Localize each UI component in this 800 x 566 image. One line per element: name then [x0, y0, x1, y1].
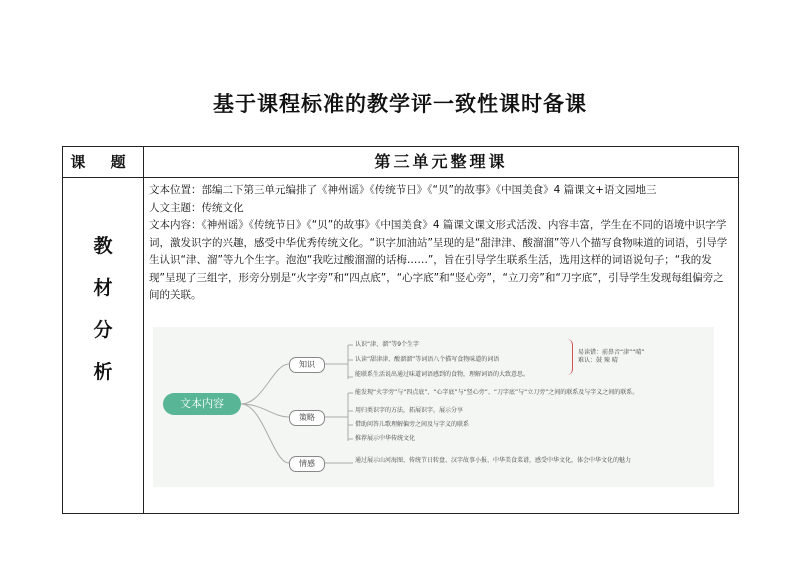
analysis-label-char: 材 — [93, 277, 113, 299]
course-value: 第三单元整理课 — [374, 152, 508, 171]
analysis-label — [63, 225, 143, 393]
mindmap-leaf: 认识“津、溜”等9个生字 — [355, 341, 420, 348]
text-position: 文本位置：部编二下第三单元编排了《神州谣》《传统节日》《“贝”的故事》《中国美食》4 篇课文+语文园地三 — [149, 184, 657, 196]
lesson-plan-table — [62, 146, 739, 514]
mindmap-branch-emotion: 情感 — [289, 456, 325, 472]
row-divider — [63, 177, 738, 178]
page-title: 基于课程标准的教学评一致性课时备课 — [213, 92, 587, 116]
analysis-label-char: 分 — [93, 319, 113, 341]
mindmap-leaf: 借助问答儿歌理解偏旁之间及与字义的联系 — [355, 421, 470, 428]
mindmap-image — [153, 327, 714, 487]
mindmap-leaf: 推荐展示中华传统文化 — [355, 435, 416, 442]
text-content: 文本内容：《神州谣》《传统节日》《“贝”的故事》《中国美食》4 篇课文课文形式活泼、内容丰富，学生在不同的语境中识字学词，激发识字的兴趣，感受中华优秀传统文化。“识字加油站”呈现的是“甜津津、酸溜溜”等八个描写食物味道的词语，引导学生认识“津、溜”等九个生字。泡泡“我吃过酸溜溜的话梅……”，旨在引导学生联系生活，选用这样的词语说句子；“我的发现”呈现了三组字，形旁分别是“火字旁”和“四点底”，“心字底”和“竖心旁”，“立刀旁”和“刀字底”，引导学生发现每组偏旁之间的关联。 — [149, 219, 728, 301]
mindmap-leaf: 能发现“火字旁”与“四点底”、“心字底”与“竖心旁”、“刀字底”与“立刀旁”之间的联系及与字义之间的联系。 — [355, 389, 639, 396]
mindmap-root: 文本内容 — [163, 393, 241, 415]
course-label: 课 题 — [70, 153, 136, 171]
mindmap-leaf: 认读“甜津津、酸溜溜”等词语八个描写食物味道的词语 — [355, 356, 500, 363]
mindmap-note-line: 易读错：前鼻音“津”“晴” — [578, 349, 645, 356]
mindmap-note — [578, 349, 644, 365]
mindmap-leaf: 能联系生活说出通过味道词语感到的食物，理解词语的大致意思。 — [355, 371, 530, 378]
mindmap-leaf: 通过展示山河海图、传统节日转盘、汉字故事小报、中华美食菜谱，感受中华文化，体会中华文化的魅力 — [355, 457, 632, 464]
humanistic-theme: 人文主题：传统文化 — [149, 201, 244, 214]
column-divider — [143, 147, 144, 513]
mindmap-note-line: 难认：鼓 辣 晴 — [578, 357, 618, 364]
mindmap-leaf: 用归类识字的方法，拓展识字，展示分享 — [355, 407, 464, 414]
analysis-content — [149, 182, 730, 305]
analysis-label-char: 析 — [93, 361, 113, 383]
mindmap-branch-knowledge: 知识 — [289, 357, 325, 373]
mindmap-brace — [566, 339, 573, 375]
mindmap-branch-strategy: 策略 — [289, 410, 325, 426]
analysis-label-char: 教 — [93, 235, 113, 257]
